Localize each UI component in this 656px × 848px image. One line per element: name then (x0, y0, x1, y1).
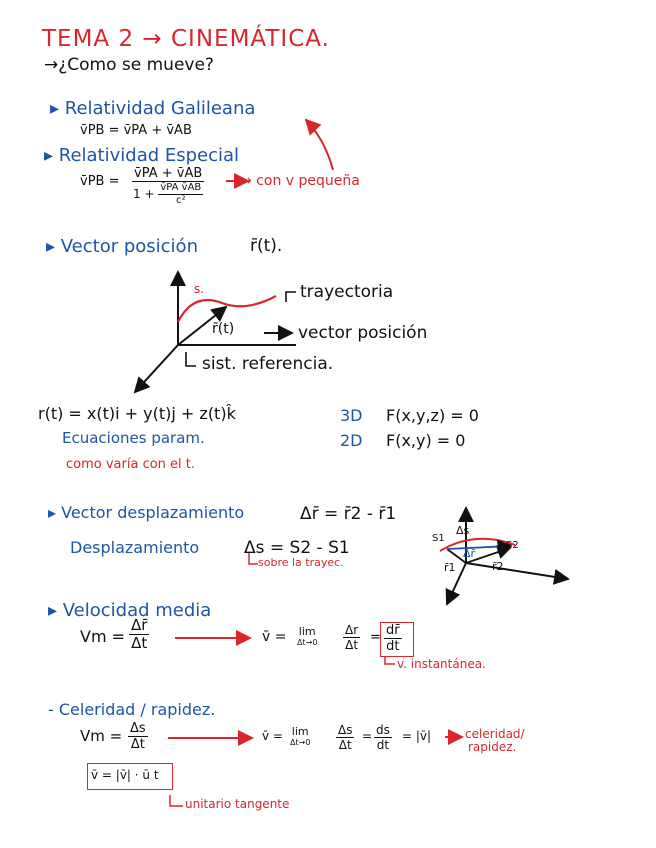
galilean-link-arrow (306, 120, 333, 170)
vi-lhs: v̄ = (262, 629, 287, 645)
heading-position: ▸ Vector posición (46, 236, 198, 257)
curve-label: s. (194, 282, 205, 296)
eq-3d: F(x,y,z) = 0 (386, 406, 479, 425)
heading-mean-velocity: ▸ Velocidad media (48, 600, 212, 621)
displacement-formula: Δr̄ = r̄2 - r̄1 (300, 504, 397, 524)
tag-2d: 2D (340, 431, 363, 450)
page-title: TEMA 2 → CINEMÁTICA. (42, 26, 330, 52)
mv-numerator: Δr̄ (131, 616, 148, 634)
special-den-numerator: v̄PA v̄AB (160, 182, 202, 193)
ds-label: Desplazamiento (70, 538, 200, 557)
heading-displacement: ▸ Vector desplazamiento (48, 503, 245, 522)
ds-note: sobre la trayec. (258, 556, 344, 569)
fig-r2-label: r̄2 (492, 560, 504, 573)
ds-formula: Δs = S2 - S1 (244, 538, 350, 558)
trajectory-label: trayectoria (300, 282, 394, 302)
galilean-formula: v̄PB = v̄PA + v̄AB (80, 123, 192, 138)
parametric-equation: r(t) = x(t)i + y(t)j + z(t)k̂ (38, 404, 236, 423)
velocity-unit-formula: v̄ = |v̄| · ū t (91, 768, 159, 782)
cs-v-lhs: v̄ = (262, 729, 283, 743)
dr-vector (447, 546, 510, 549)
param-note: Ecuaciones param. (62, 429, 205, 447)
cs-modulus: = |v̄| (402, 729, 432, 743)
cs-note-2: rapidez. (468, 740, 517, 754)
vi-numerator: Δr (345, 623, 359, 637)
cs-derivative (374, 724, 392, 751)
special-denominator-1: 1 + (132, 187, 155, 201)
vinst-pointer (385, 656, 395, 664)
vi-denominator: Δt (345, 638, 359, 652)
cs-d-denominator: dt (376, 738, 390, 752)
special-den-denominator: c² (176, 195, 186, 206)
fig-dr-label: Δr̄ (463, 547, 476, 560)
vi-lim: lim (298, 625, 316, 638)
traj-pointer (286, 292, 296, 302)
special-numerator: v̄PA + v̄AB (134, 166, 203, 181)
vi-d-denominator: dt (386, 639, 400, 654)
fig-r1-label: r̄1 (444, 561, 456, 574)
mv-lhs: Vm = (80, 627, 126, 646)
position-vector-label: r̄(t) (212, 321, 235, 337)
position-symbol: r̄(t). (250, 236, 283, 256)
fig-s2-label: S2 (506, 540, 519, 551)
vi-lim-sub: Δt→0 (297, 638, 318, 647)
heading-speed: - Celeridad / rapidez. (48, 700, 216, 719)
cs-limit (290, 726, 310, 747)
tag-3d: 3D (340, 406, 363, 425)
cs-lim-fraction (336, 724, 354, 751)
cs-numerator: Δs (130, 721, 146, 736)
heading-galilean: ▸ Relatividad Galileana (50, 98, 256, 119)
heading-special: ▸ Relatividad Especial (44, 145, 240, 166)
reference-label: sist. referencia. (202, 354, 334, 374)
cs-lim-sub: Δt→0 (290, 738, 311, 747)
param-note-2: como varía con el t. (66, 457, 196, 472)
special-lhs: v̄PB = (80, 174, 120, 189)
tangent-pointer (170, 795, 183, 806)
cs-d-numerator: ds (376, 723, 390, 737)
position-vector-text: vector posición (298, 323, 428, 343)
vi-equals: = (370, 630, 381, 645)
cs-lim: lim (291, 725, 309, 738)
special-formula (132, 167, 204, 206)
vi-derivative (384, 624, 402, 653)
mv-denominator: Δt (131, 634, 148, 652)
cs-denominator: Δt (130, 737, 145, 752)
ref-pointer (186, 352, 196, 366)
vi-d-numerator: dr̄ (386, 623, 400, 638)
page-subtitle: →¿Como se mueve? (44, 55, 214, 75)
cs-lhs: Vm = (80, 727, 123, 745)
vi-fraction (343, 624, 360, 651)
fig-s1-label: S1 (432, 533, 445, 544)
cs-lim-denominator: Δt (338, 738, 352, 752)
eq-2d: F(x,y) = 0 (386, 431, 466, 450)
cs-note-1: celeridad/ (465, 727, 525, 741)
cs-lim-numerator: Δs (338, 723, 353, 737)
cs-fraction (128, 722, 148, 751)
fig-ds-label: Δs (456, 524, 470, 537)
trajectory-curve (178, 296, 276, 322)
tangent-note: unitario tangente (185, 797, 290, 811)
mv-fraction (129, 618, 149, 651)
small-v-note: → con v pequeña (240, 173, 360, 189)
vi-limit (297, 626, 317, 647)
cs-equals: = (362, 729, 373, 743)
vi-note: v. instantánea. (397, 657, 486, 671)
